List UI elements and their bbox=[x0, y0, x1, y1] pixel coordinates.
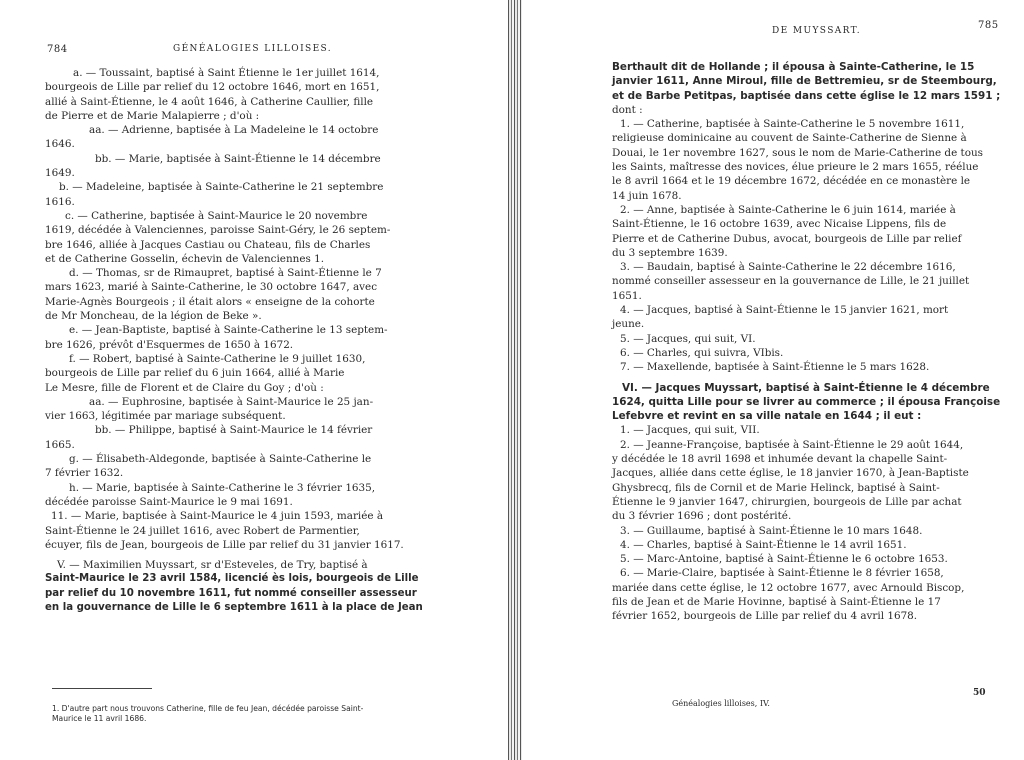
text-line: Saint-Étienne le 24 juillet 1616, avec Robert de Parmentier, bbox=[45, 524, 360, 537]
text-line: d. — Thomas, sr de Rimaupret, baptisé à Saint-Étienne le 7 bbox=[69, 267, 382, 280]
text-line: 1624, quitta Lille pour se livrer au commerce ; il épousa Françoise bbox=[612, 395, 1001, 408]
text-line: les Saints, maîtresse des novices, élue prieure le 2 mars 1655, réélue bbox=[612, 161, 979, 174]
text-line: 1616. bbox=[45, 195, 75, 208]
page-number: 785 bbox=[978, 20, 999, 31]
text-line: bre 1626, prévôt d'Esquermes de 1650 à 1672. bbox=[45, 338, 294, 351]
text-line: de Pierre et de Marie Malapierre ; d'où : bbox=[45, 109, 260, 122]
text-line: février 1652, bourgeois de Lille par relief du 4 avril 1678. bbox=[612, 610, 918, 623]
text-line: aa. — Euphrosine, baptisée à Saint-Maurice le 25 jan- bbox=[89, 395, 374, 408]
text-line: aa. — Adrienne, baptisée à La Madeleine le 14 octobre bbox=[89, 124, 379, 137]
text-line: bourgeois de Lille par relief du 6 juin 1664, allié à Marie bbox=[45, 367, 345, 380]
text-line: c. — Catherine, baptisée à Saint-Maurice le 20 novembre bbox=[65, 209, 368, 222]
text-line: bb. — Marie, baptisée à Saint-Étienne le 14 décembre bbox=[95, 152, 381, 165]
text-line: 3. — Baudain, baptisé à Sainte-Catherine le 22 décembre 1616, bbox=[620, 261, 956, 274]
text-line: a. — Toussaint, baptisé à Saint Étienne le 1er juillet 1614, bbox=[73, 67, 380, 79]
text-line: Marie-Agnès Bourgeois ; il était alors « enseigne de la cohorte bbox=[45, 295, 375, 308]
text-line: 5. — Marc-Antoine, baptisé à Saint-Étienne le 6 octobre 1653. bbox=[620, 553, 948, 566]
text-line: fils de Jean et de Marie Hovinne, baptisé à Saint-Étienne le 17 bbox=[612, 595, 941, 608]
text-line: jeune. bbox=[612, 318, 645, 331]
signature-mark: 50 bbox=[973, 688, 986, 698]
text-line: Saint-Étienne, le 16 octobre 1639, avec Nicaise Lippens, fils de bbox=[612, 218, 947, 231]
text-line: Jacques, alliée dans cette église, le 18 janvier 1670, à Jean-Baptiste bbox=[612, 467, 969, 480]
text-line: 5. — Jacques, qui suit, VI. bbox=[620, 332, 756, 345]
text-line: du 3 février 1696 ; dont postérité. bbox=[612, 510, 792, 523]
text-line: du 3 septembre 1639. bbox=[612, 246, 728, 259]
text-line: 1. — Catherine, baptisée à Sainte-Catherine le 5 novembre 1611, bbox=[620, 118, 965, 131]
text-line: V. — Maximilien Muyssart, sr d'Esteveles, de Try, baptisé à bbox=[57, 559, 368, 572]
text-line: 4. — Jacques, baptisé à Saint-Étienne le 15 janvier 1621, mort bbox=[620, 304, 949, 317]
text-line: de Mr Moncheau, de la légion de Beke ». bbox=[45, 310, 262, 323]
text-line: 1665. bbox=[45, 438, 75, 451]
page-body bbox=[45, 66, 421, 615]
text-line: bb. — Philippe, baptisé à Saint-Maurice le 14 février bbox=[95, 424, 373, 437]
text-line: et de Barbe Petitpas, baptisée dans cette église le 12 mars 1591 ; bbox=[612, 89, 1001, 102]
text-line: 2. — Anne, baptisée à Sainte-Catherine le 6 juin 1614, mariée à bbox=[620, 203, 956, 216]
text-line: religieuse dominicaine au couvent de Sainte-Catherine de Sienne à bbox=[612, 132, 967, 145]
running-head: DE MUYSSART. bbox=[772, 26, 862, 36]
text-line: f. — Robert, baptisé à Sainte-Catherine le 9 juillet 1630, bbox=[69, 352, 366, 365]
left-page bbox=[0, 0, 510, 760]
text-line: Saint-Maurice le 23 avril 1584, licencié ès lois, bourgeois de Lille bbox=[45, 573, 419, 585]
text-line: par relief du 10 novembre 1611, fut nommé conseiller assesseur bbox=[45, 587, 417, 599]
text-line: 6. — Marie-Claire, baptisée à Saint-Étienne le 8 février 1658, bbox=[620, 567, 944, 580]
text-line: Le Mesre, fille de Florent et de Claire du Goy ; d'où : bbox=[45, 381, 324, 394]
text-line: 3. — Guillaume, baptisé à Saint-Étienne le 10 mars 1648. bbox=[620, 524, 923, 537]
page-body bbox=[612, 60, 1004, 624]
text-line: dont : bbox=[612, 103, 643, 116]
text-line: janvier 1611, Anne Miroul, fille de Bettremieu, sr de Steembourg, bbox=[612, 75, 997, 88]
text-line: b. — Madeleine, baptisée à Sainte-Catherine le 21 septembre bbox=[59, 181, 384, 194]
text-line: g. — Élisabeth-Aldegonde, baptisée à Sainte-Catherine le bbox=[69, 453, 372, 466]
text-line: Lefebvre et revint en sa ville natale en 1644 ; il eut : bbox=[612, 410, 922, 423]
text-line: en la gouvernance de Lille le 6 septembre 1611 à la place de Jean bbox=[45, 601, 423, 613]
text-line: Ghysbrecq, fils de Cornil et de Marie Helinck, baptisé à Saint- bbox=[612, 481, 940, 494]
text-line: VI. — Jacques Muyssart, baptisé à Saint-Étienne le 4 décembre bbox=[622, 381, 990, 394]
text-line: 4. — Charles, baptisé à Saint-Étienne le 14 avril 1651. bbox=[620, 538, 907, 551]
text-line: y décédée le 18 avril 1698 et inhumée devant la chapelle Saint- bbox=[612, 453, 948, 466]
footnote-line: 1. D'autre part nous trouvons Catherine, fille de feu Jean, décédée paroisse Saint- bbox=[52, 704, 364, 713]
text-line: e. — Jean-Baptiste, baptisé à Sainte-Catherine le 13 septem- bbox=[69, 324, 388, 337]
text-line: et de Catherine Gosselin, échevin de Valenciennes 1. bbox=[45, 252, 325, 265]
right-page bbox=[520, 0, 1024, 760]
text-line: allié à Saint-Étienne, le 4 août 1646, à Catherine Caullier, fille bbox=[45, 95, 374, 108]
text-line: Berthault dit de Hollande ; il épousa à Sainte-Catherine, le 15 bbox=[612, 61, 975, 73]
text-line: 1651. bbox=[612, 289, 642, 302]
footnote bbox=[52, 704, 412, 724]
text-line: 1. — Jacques, qui suit, VII. bbox=[620, 424, 760, 437]
text-line: h. — Marie, baptisée à Sainte-Catherine le 3 février 1635, bbox=[69, 481, 376, 494]
text-line: 7. — Maxellende, baptisée à Saint-Étienne le 5 mars 1628. bbox=[620, 361, 930, 374]
text-line: 7 février 1632. bbox=[45, 467, 124, 480]
text-line: 1649. bbox=[45, 167, 75, 180]
text-line: vier 1663, légitimée par mariage subséquent. bbox=[45, 410, 286, 423]
text-line: 2. — Jeanne-Françoise, baptisée à Saint-Étienne le 29 août 1644, bbox=[620, 438, 964, 451]
text-line: le 8 avril 1664 et le 19 décembre 1672, décédée en ce monastère le bbox=[612, 175, 971, 188]
footer-title: Généalogies lilloises, IV. bbox=[672, 699, 770, 708]
text-line: 6. — Charles, qui suivra, VIbis. bbox=[620, 346, 784, 359]
text-line: 1646. bbox=[45, 138, 75, 151]
text-line: écuyer, fils de Jean, bourgeois de Lille par relief du 31 janvier 1617. bbox=[45, 538, 404, 551]
text-line: Pierre et de Catherine Dubus, avocat, bourgeois de Lille par relief bbox=[612, 232, 962, 245]
text-line: décédée paroisse Saint-Maurice le 9 mai 1691. bbox=[45, 495, 293, 508]
text-line: bourgeois de Lille par relief du 12 octobre 1646, mort en 1651, bbox=[45, 81, 380, 94]
text-line: 14 juin 1678. bbox=[612, 189, 682, 202]
text-line: mariée dans cette église, le 12 octobre 1677, avec Arnould Biscop, bbox=[612, 581, 965, 594]
text-line: Douai, le 1er novembre 1627, sous le nom de Marie-Catherine de tous bbox=[612, 146, 983, 159]
footnote-rule bbox=[52, 688, 152, 689]
text-line: 1619, décédée à Valenciennes, paroisse Saint-Géry, le 26 septem- bbox=[45, 224, 391, 237]
text-line: bre 1646, alliée à Jacques Castiau ou Chateau, fils de Charles bbox=[45, 238, 371, 251]
text-line: Étienne le 9 janvier 1647, chirurgien, bourgeois de Lille par achat bbox=[612, 495, 962, 508]
text-line: 11. — Marie, baptisée à Saint-Maurice le 4 juin 1593, mariée à bbox=[51, 510, 384, 523]
text-line: mars 1623, marié à Sainte-Catherine, le 30 octobre 1647, avec bbox=[45, 281, 378, 294]
running-head: GÉNÉALOGIES LILLOISES. bbox=[173, 44, 333, 54]
page-number: 784 bbox=[47, 44, 68, 55]
text-line: nommé conseiller assesseur en la gouvernance de Lille, le 21 juillet bbox=[612, 275, 970, 288]
footnote-line: Maurice le 11 avril 1686. bbox=[52, 714, 147, 723]
